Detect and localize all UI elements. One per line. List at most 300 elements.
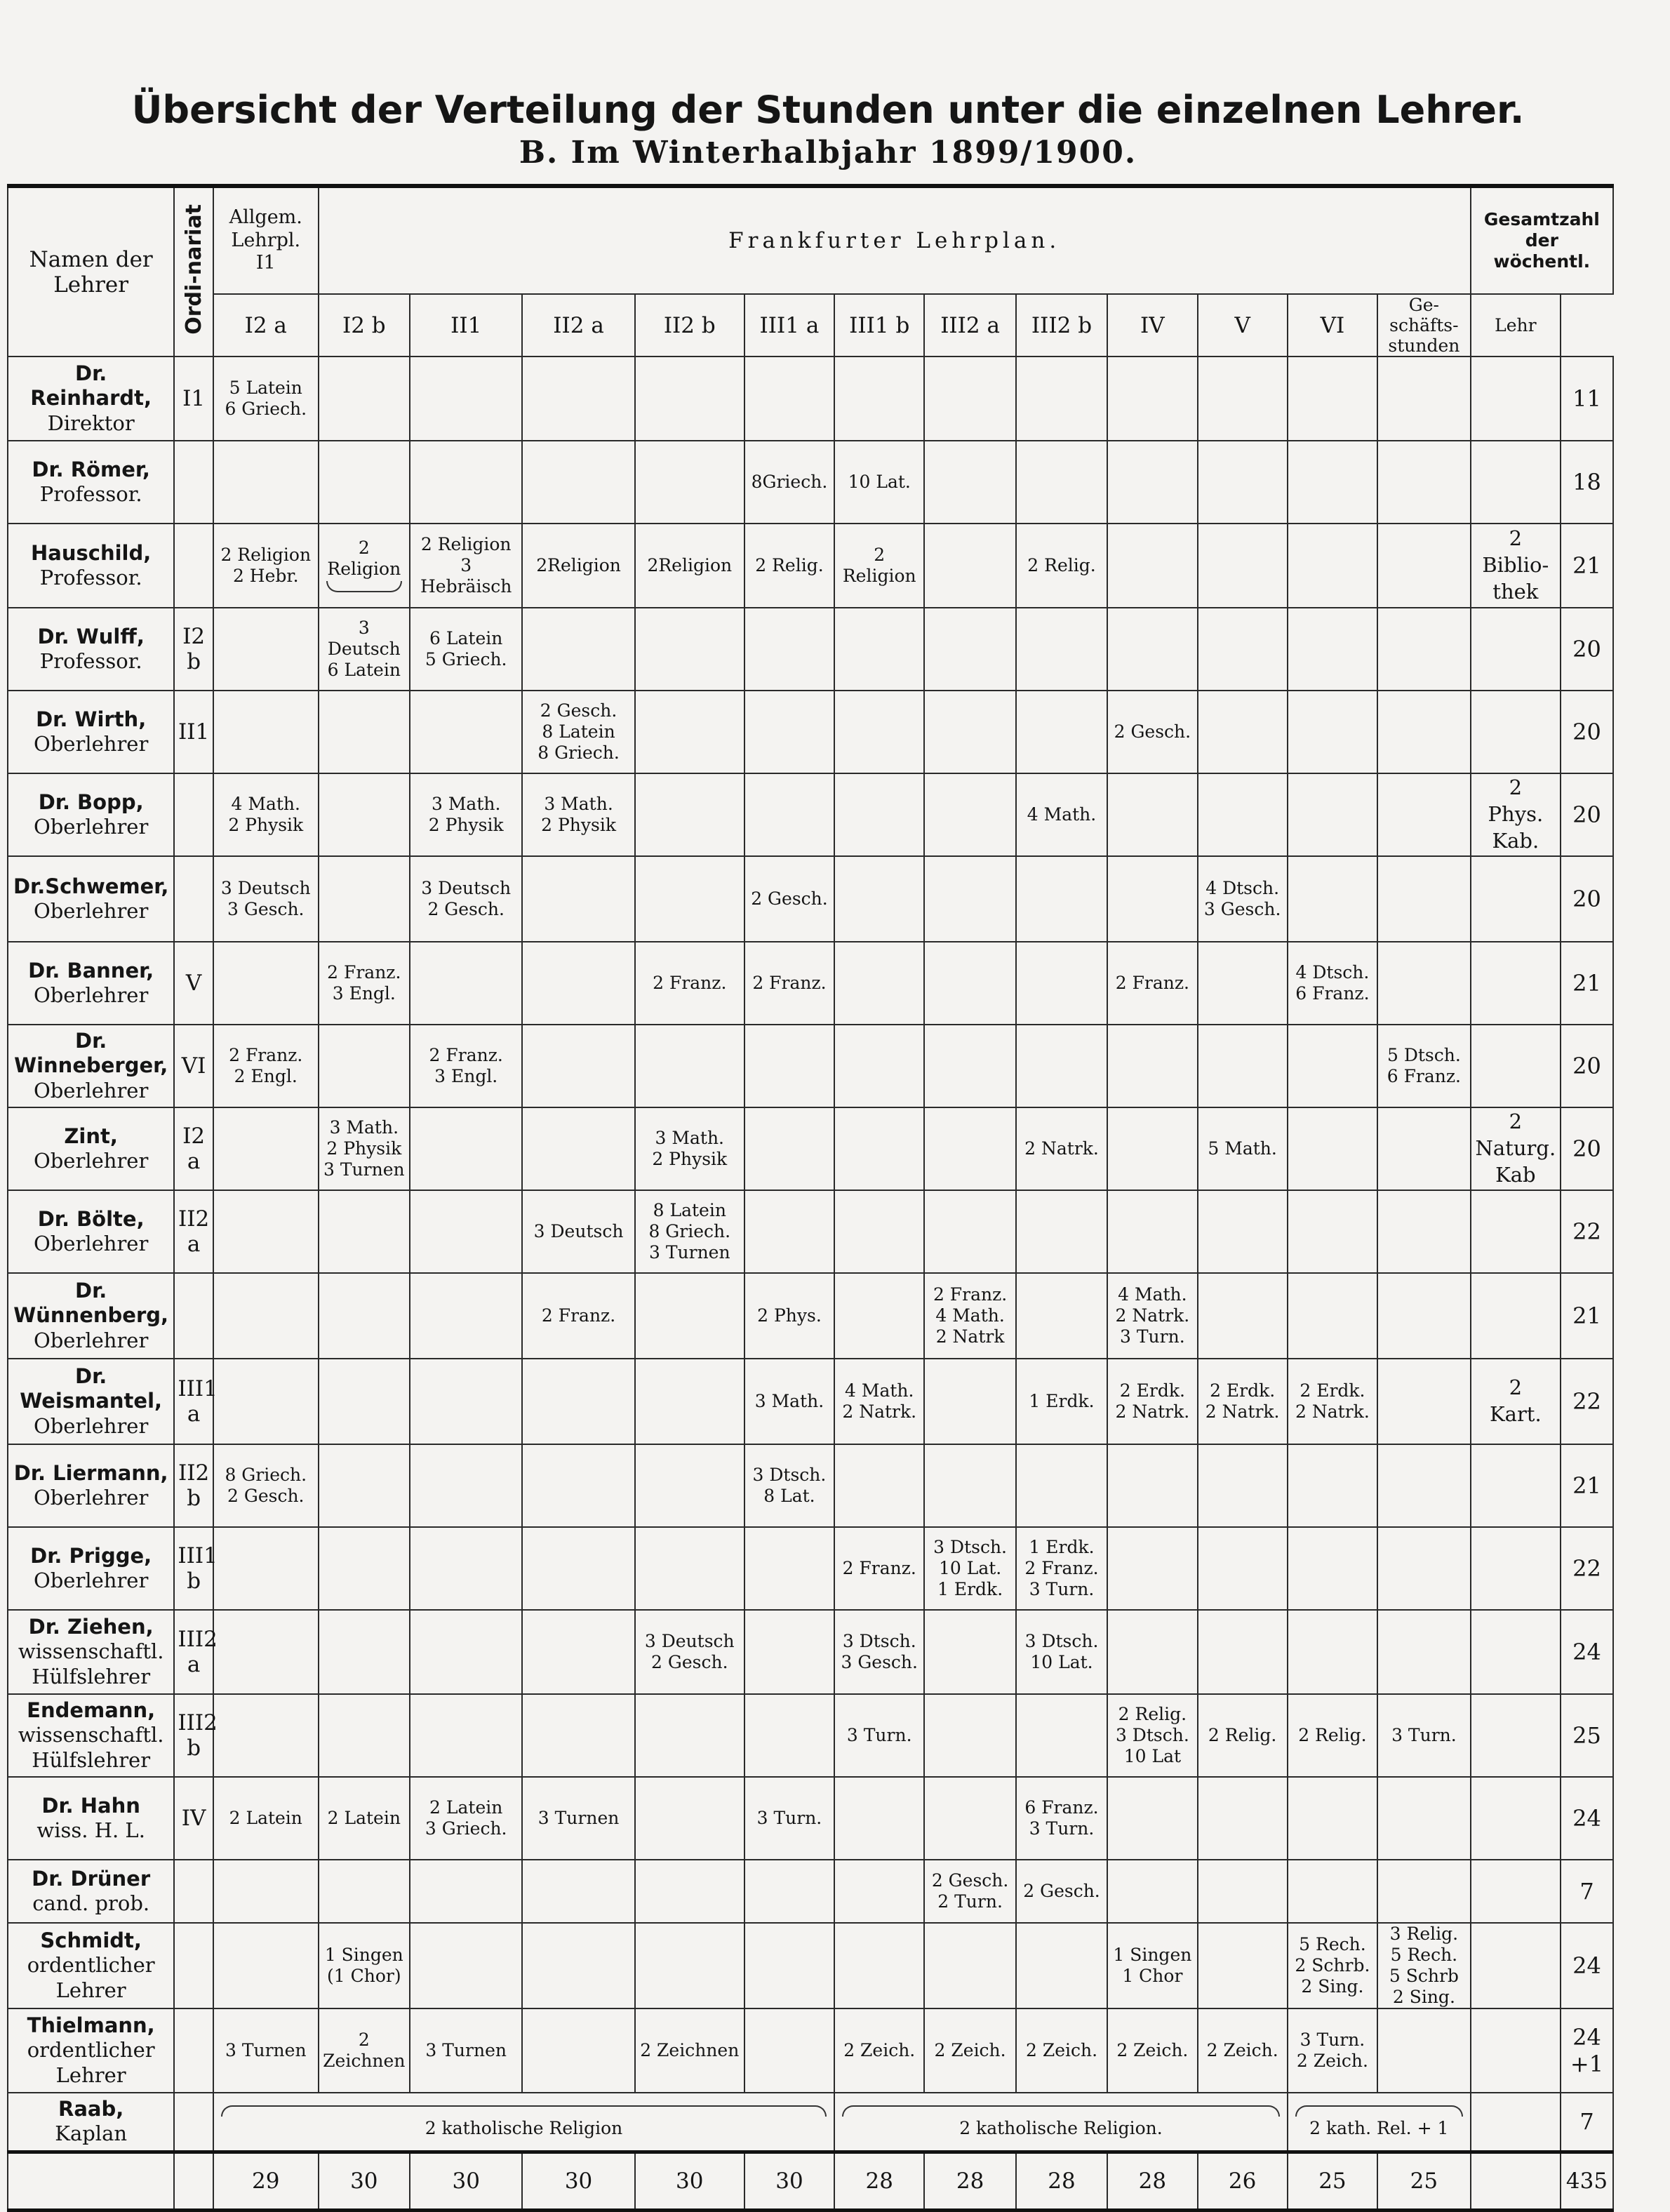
teacher-name-text: Thielmann, (27, 2013, 155, 2037)
lesson-cell (924, 942, 1015, 1025)
lesson-cell (522, 357, 634, 441)
lesson-cell (924, 856, 1015, 942)
lesson-cell (635, 1444, 744, 1527)
header-lehr: Lehr (1471, 294, 1561, 357)
total-cell: 25 (1377, 2152, 1471, 2210)
lesson-cell (522, 1610, 634, 1694)
lesson-text: 2 Erdk. 2 Natrk. (1115, 1380, 1190, 1422)
header-gesamtzahl: Gesamtzahl der wöchentl. (1471, 186, 1613, 294)
lesson-cell (410, 1860, 522, 1923)
lesson-cell (319, 1273, 410, 1359)
lesson-cell (319, 441, 410, 524)
geschaefts-cell (1471, 1444, 1561, 1527)
table-row (8, 1923, 1613, 2008)
span-note-text: 2 katholische Religion (425, 2118, 623, 2139)
teacher-name (8, 1923, 174, 2008)
geschaefts-cell (1471, 1190, 1561, 1273)
lesson-cell (834, 524, 924, 608)
lesson-cell (1377, 1923, 1471, 2008)
ordinariat-cell: V (174, 942, 213, 1025)
lesson-text: 2 Gesch. (751, 888, 828, 909)
teacher-title: Professor. (39, 649, 142, 673)
lesson-cell (924, 1777, 1015, 1860)
header-class: III2 b (1016, 294, 1107, 357)
teacher-name-text: Dr. Weismantel, (20, 1364, 163, 1413)
teacher-title: Oberlehrer (33, 1149, 149, 1173)
lesson-cell (635, 691, 744, 773)
teacher-name-text: Raab, (58, 2096, 124, 2121)
lesson-cell (924, 1923, 1015, 2008)
span-note-text: 2 Zeichnen (323, 2030, 406, 2071)
header-class: III2 a (924, 294, 1015, 357)
teacher-name (8, 608, 174, 691)
ordinariat-cell (174, 2008, 213, 2093)
lesson-cell (410, 357, 522, 441)
lesson-cell (1198, 2008, 1288, 2093)
lesson-cell (1198, 942, 1288, 1025)
teacher-name-text: Schmidt, (40, 1928, 142, 1952)
table-row (8, 1694, 1613, 1777)
lesson-cell (1288, 1777, 1377, 1860)
lesson-cell (1016, 608, 1107, 691)
lesson-text: 3 Math. (754, 1391, 824, 1411)
table-row (8, 1025, 1613, 1107)
lesson-cell (319, 608, 410, 691)
lesson-cell (319, 1860, 410, 1923)
lesson-text: 3 Dtsch. 10 Lat. 1 Erdk. (933, 1537, 1007, 1599)
header-allgem: Allgem. Lehrpl. I1 (213, 186, 319, 294)
lesson-cell (522, 1527, 634, 1610)
lesson-cell (213, 691, 319, 773)
lesson-text: 2 Franz. 2 Engl. (229, 1045, 303, 1086)
brace-up (221, 2105, 827, 2117)
lesson-cell (213, 2008, 319, 2093)
span-note (1288, 2093, 1471, 2152)
teacher-title: Oberlehrer (33, 1232, 149, 1255)
ordinariat-cell: I2 b (174, 608, 213, 691)
table-row (8, 1444, 1613, 1527)
lesson-cell (1377, 856, 1471, 942)
lesson-cell (1377, 1777, 1471, 1860)
lesson-cell (213, 1610, 319, 1694)
lesson-text: 2 Relig. (755, 555, 824, 575)
table-row (8, 441, 1613, 524)
lesson-cell (213, 1444, 319, 1527)
teacher-title: Professor. (39, 566, 142, 589)
lesson-cell (522, 1923, 634, 2008)
lesson-text: 2 Latein (229, 1808, 302, 1828)
lesson-cell (1016, 1359, 1107, 1444)
teacher-title: wiss. H. L. (36, 1818, 145, 1842)
lesson-cell (635, 608, 744, 691)
lehrstunden-cell: 24 (1561, 1777, 1613, 1860)
lesson-text: 2 Zeich. (843, 2040, 916, 2060)
lesson-text: 3 Deutsch 6 Latein (327, 618, 401, 680)
lesson-text: 2 Gesch. (1114, 721, 1191, 742)
teacher-name-text: Dr. Hahn (41, 1793, 140, 1818)
lesson-text: 2 Franz. (653, 973, 727, 993)
teacher-name (8, 1444, 174, 1527)
lesson-cell (319, 357, 410, 441)
lesson-cell (522, 1694, 634, 1777)
teacher-name (8, 2093, 174, 2152)
lesson-cell (635, 1107, 744, 1190)
teacher-name (8, 1273, 174, 1359)
lesson-cell (744, 773, 834, 856)
lesson-cell (1016, 1777, 1107, 1860)
lesson-cell (834, 1860, 924, 1923)
lesson-cell (213, 942, 319, 1025)
span-note-text: 1 Singen (324, 1945, 403, 1965)
lesson-cell (744, 2008, 834, 2093)
lesson-cell (522, 1860, 634, 1923)
teacher-name (8, 1025, 174, 1107)
lesson-cell (635, 1025, 744, 1107)
lesson-cell (834, 2008, 924, 2093)
lehrstunden-cell: 24 +1 (1561, 2008, 1613, 2093)
brace (326, 581, 402, 592)
lesson-cell (924, 608, 1015, 691)
lesson-cell (1198, 1107, 1288, 1190)
teacher-title: Oberlehrer (33, 815, 149, 839)
lesson-cell (410, 1694, 522, 1777)
teacher-name-text: Dr. Banner, (28, 958, 154, 982)
table-row (8, 2093, 1613, 2152)
lesson-text: 2 Religion (327, 538, 401, 579)
lehrstunden-cell: 20 (1561, 608, 1613, 691)
teacher-name (8, 1860, 174, 1923)
lesson-text: 2 Relig. (1208, 1725, 1277, 1745)
lesson-cell (213, 1527, 319, 1610)
lesson-cell (213, 608, 319, 691)
lesson-text: 4 Dtsch. 3 Gesch. (1203, 878, 1281, 919)
lesson-cell (924, 1359, 1015, 1444)
lesson-text: 2Religion (647, 555, 733, 575)
lesson-text: 2 Erdk. 2 Natrk. (1205, 1380, 1280, 1422)
teacher-title: ordentlicher (27, 2038, 155, 2063)
teacher-title: Direktor (47, 411, 135, 435)
lesson-cell (744, 1694, 834, 1777)
teacher-name (8, 357, 174, 441)
lesson-cell (1107, 942, 1197, 1025)
lesson-cell (924, 1694, 1015, 1777)
lesson-text: 3 Turnen (537, 1808, 620, 1828)
span-note-text: 2 kath. Rel. + 1 (1309, 2118, 1449, 2139)
lesson-cell (410, 1444, 522, 1527)
lesson-cell (410, 2008, 522, 2093)
lesson-cell (522, 608, 634, 691)
span-note-text: 1 Chor (1122, 1966, 1183, 1986)
teacher-name-text: Zint, (64, 1124, 118, 1148)
lehrstunden-cell: 7 (1561, 1860, 1613, 1923)
lesson-cell (1377, 441, 1471, 524)
lesson-text: 2 Relig. 3 Dtsch. 10 Lat (1115, 1704, 1189, 1766)
ordinariat-cell: III2 b (174, 1694, 213, 1777)
total-cell: 30 (744, 2152, 834, 2210)
total-cell: 26 (1198, 2152, 1288, 2210)
lesson-text: 5 Dtsch. 6 Franz. (1387, 1045, 1462, 1086)
header-class: II2 a (522, 294, 634, 357)
lehrstunden-cell: 22 (1561, 1527, 1613, 1610)
teacher-title: wissenschaftl. (18, 1723, 164, 1747)
lesson-cell (924, 1527, 1015, 1610)
lesson-text: 5 Math. (1208, 1138, 1277, 1159)
lesson-cell (924, 1610, 1015, 1694)
teacher-title: ordentlicher (27, 1953, 155, 1978)
lesson-cell (1107, 773, 1197, 856)
lesson-cell (834, 1359, 924, 1444)
teacher-name-text: Dr. Reinhardt, (30, 361, 152, 411)
lesson-text: 2 Phys. (757, 1305, 822, 1326)
lesson-text: 2 Natrk. (1024, 1138, 1099, 1159)
lesson-text: 3 Turnen (425, 2040, 507, 2060)
lesson-cell (635, 1359, 744, 1444)
header-class: I2 a (213, 294, 319, 357)
lesson-cell (1288, 1190, 1377, 1273)
teacher-name (8, 1107, 174, 1190)
lesson-cell (1198, 608, 1288, 691)
lesson-cell (522, 441, 634, 524)
ordinariat-cell (174, 441, 213, 524)
lesson-cell (319, 773, 410, 856)
lesson-cell (1377, 1025, 1471, 1107)
lehrstunden-cell: 24 (1561, 1610, 1613, 1694)
ordinariat-cell (174, 2093, 213, 2152)
lesson-cell (410, 1273, 522, 1359)
teacher-title: Oberlehrer (33, 732, 149, 756)
lesson-cell (1107, 1860, 1197, 1923)
lesson-text: 2 Zeich. (1206, 2040, 1278, 2060)
lesson-cell (1107, 524, 1197, 608)
lesson-cell (522, 773, 634, 856)
lesson-cell (924, 1190, 1015, 1273)
lesson-cell (1198, 441, 1288, 524)
lesson-cell (319, 1610, 410, 1694)
lesson-cell (744, 608, 834, 691)
lesson-cell (635, 1860, 744, 1923)
page-subtitle: B. Im Winterhalbjahr 1899/1900. (519, 135, 1137, 171)
lesson-text: 4 Dtsch. 6 Franz. (1295, 962, 1370, 1004)
table-row (8, 773, 1613, 856)
lesson-text: 2 Latein (327, 1808, 401, 1828)
lesson-cell (1288, 608, 1377, 691)
lehrstunden-cell: 18 (1561, 441, 1613, 524)
lesson-text: 2 Relig. (1298, 1725, 1367, 1745)
lesson-cell (1016, 1190, 1107, 1273)
geschaefts-cell (1471, 1777, 1561, 1860)
lesson-cell (1198, 1359, 1288, 1444)
teacher-name-text: Dr. Wünnenberg, (13, 1278, 169, 1328)
lesson-cell (744, 441, 834, 524)
lesson-text: 2 Franz. 3 Engl. (327, 962, 401, 1004)
lesson-cell (834, 1694, 924, 1777)
lesson-cell (924, 357, 1015, 441)
lesson-cell (213, 1923, 319, 2008)
header-class: III1 b (834, 294, 924, 357)
lesson-cell (635, 1694, 744, 1777)
lesson-cell (522, 1190, 634, 1273)
lesson-cell (213, 1359, 319, 1444)
lesson-cell (213, 1860, 319, 1923)
lesson-cell (410, 441, 522, 524)
table-row (8, 2008, 1613, 2093)
geschaefts-cell (1471, 691, 1561, 773)
lesson-cell (1377, 1527, 1471, 1610)
ordinariat-cell (174, 524, 213, 608)
lesson-cell (1107, 357, 1197, 441)
lesson-cell (924, 1860, 1015, 1923)
lesson-cell (319, 1923, 410, 2008)
lesson-cell (1288, 524, 1377, 608)
lesson-cell (1016, 2008, 1107, 2093)
lesson-cell (744, 691, 834, 773)
lesson-cell (319, 1025, 410, 1107)
teacher-name-text: Dr. Römer, (32, 457, 150, 481)
lesson-cell (213, 1190, 319, 1273)
teacher-name (8, 1694, 174, 1777)
lesson-cell (744, 856, 834, 942)
geschaefts-cell (1471, 1694, 1561, 1777)
total-cell: 30 (522, 2152, 634, 2210)
lesson-cell (1016, 1527, 1107, 1610)
lesson-cell (410, 942, 522, 1025)
lesson-cell (924, 1025, 1015, 1107)
header-class: V (1198, 294, 1288, 357)
lesson-cell (1198, 1860, 1288, 1923)
geschaefts-cell (1471, 2093, 1561, 2152)
teacher-name-text: Endemann, (27, 1698, 156, 1722)
lesson-cell (834, 1777, 924, 1860)
lesson-cell (1016, 1107, 1107, 1190)
ordinariat-cell (174, 1923, 213, 2008)
lesson-cell (410, 1107, 522, 1190)
header-class: III1 a (744, 294, 834, 357)
ordinariat-cell: II1 (174, 691, 213, 773)
lesson-cell (1288, 1273, 1377, 1359)
teacher-title: Lehrer (55, 1978, 126, 2002)
ordinariat-cell: I2 a (174, 1107, 213, 1190)
lesson-cell (410, 1923, 522, 2008)
lesson-cell (522, 1444, 634, 1527)
teacher-name (8, 691, 174, 773)
lesson-cell (410, 773, 522, 856)
geschaefts-cell (1471, 441, 1561, 524)
totals-blank (1471, 2152, 1561, 2210)
geschaefts-cell (1471, 1860, 1561, 1923)
lehrstunden-cell: 21 (1561, 1444, 1613, 1527)
header-class: II2 b (635, 294, 744, 357)
lesson-cell (744, 1610, 834, 1694)
lesson-cell (1288, 1694, 1377, 1777)
lesson-cell (1288, 1610, 1377, 1694)
lesson-cell (1107, 608, 1197, 691)
lesson-cell (635, 773, 744, 856)
geschaefts-cell (1471, 1527, 1561, 1610)
geschaefts-cell: 2 Phys. Kab. (1471, 773, 1561, 856)
totals-blank (8, 2152, 174, 2210)
lesson-cell (1198, 1610, 1288, 1694)
lesson-cell (319, 856, 410, 942)
table-row (8, 608, 1613, 691)
lesson-cell (834, 441, 924, 524)
table-row (8, 1527, 1613, 1610)
lesson-cell (213, 524, 319, 608)
lesson-cell (1377, 357, 1471, 441)
table-row (8, 1107, 1613, 1190)
lesson-cell (1198, 1025, 1288, 1107)
teacher-title: Oberlehrer (33, 1078, 149, 1102)
span-note (834, 2093, 1288, 2152)
lesson-text: 4 Math. 2 Natrk. 3 Turn. (1115, 1284, 1190, 1347)
teacher-title: Oberlehrer (33, 899, 149, 923)
lesson-text: 3 Turnen (225, 2040, 307, 2060)
teacher-name-text: Dr. Winneberger, (14, 1028, 168, 1078)
total-cell: 25 (1288, 2152, 1377, 2210)
lehrstunden-cell: 20 (1561, 1025, 1613, 1107)
lesson-cell (635, 1527, 744, 1610)
lesson-cell (1107, 2008, 1197, 2093)
lehrstunden-cell: 20 (1561, 691, 1613, 773)
lesson-cell (1198, 1923, 1288, 2008)
lesson-cell (635, 1273, 744, 1359)
geschaefts-cell (1471, 942, 1561, 1025)
lesson-text: 2 Franz. (752, 973, 827, 993)
lesson-cell (924, 441, 1015, 524)
lehrstunden-cell: 20 (1561, 1107, 1613, 1190)
lesson-cell (1107, 1694, 1197, 1777)
geschaefts-cell (1471, 1025, 1561, 1107)
teacher-name (8, 1777, 174, 1860)
teacher-title: Oberlehrer (33, 1486, 149, 1510)
lesson-cell (1016, 1923, 1107, 2008)
lesson-cell (744, 1527, 834, 1610)
lesson-cell (1377, 1444, 1471, 1527)
lesson-text: 2 Zeich. (1116, 2040, 1189, 2060)
total-cell: 30 (410, 2152, 522, 2210)
span-note-text: 2 Zeichnen (640, 2040, 740, 2060)
lehrstunden-cell: 24 (1561, 1923, 1613, 2008)
lesson-cell (834, 773, 924, 856)
totals-blank (174, 2152, 213, 2210)
geschaefts-cell (1471, 2008, 1561, 2093)
teacher-title: Hülfslehrer (32, 1664, 151, 1688)
lesson-text: 2 Erdk. 2 Natrk. (1295, 1380, 1370, 1422)
lesson-cell (635, 524, 744, 608)
lesson-cell (1198, 357, 1288, 441)
lesson-text: 2 Religion (842, 545, 916, 586)
header-ordinariat: Ordi-nariat (174, 186, 213, 357)
lesson-cell (522, 691, 634, 773)
lesson-cell (1198, 1190, 1288, 1273)
lesson-cell (744, 1860, 834, 1923)
lesson-text: 4 Math. (1027, 804, 1097, 825)
lesson-cell (410, 524, 522, 608)
lesson-cell (635, 1190, 744, 1273)
total-cell: 28 (1016, 2152, 1107, 2210)
teacher-name (8, 1190, 174, 1273)
lesson-text: 10 Lat. (848, 472, 911, 492)
lesson-cell (1377, 524, 1471, 608)
lesson-cell (522, 1273, 634, 1359)
lesson-cell (319, 2008, 410, 2093)
lesson-text: 2 Gesch. (1023, 1881, 1100, 1901)
total-sum: 435 (1561, 2152, 1613, 2210)
lesson-cell (319, 524, 410, 608)
lesson-text: 4 Math. 2 Physik (228, 794, 304, 835)
lesson-cell (744, 1025, 834, 1107)
lesson-cell (1377, 691, 1471, 773)
lesson-cell (924, 1444, 1015, 1527)
